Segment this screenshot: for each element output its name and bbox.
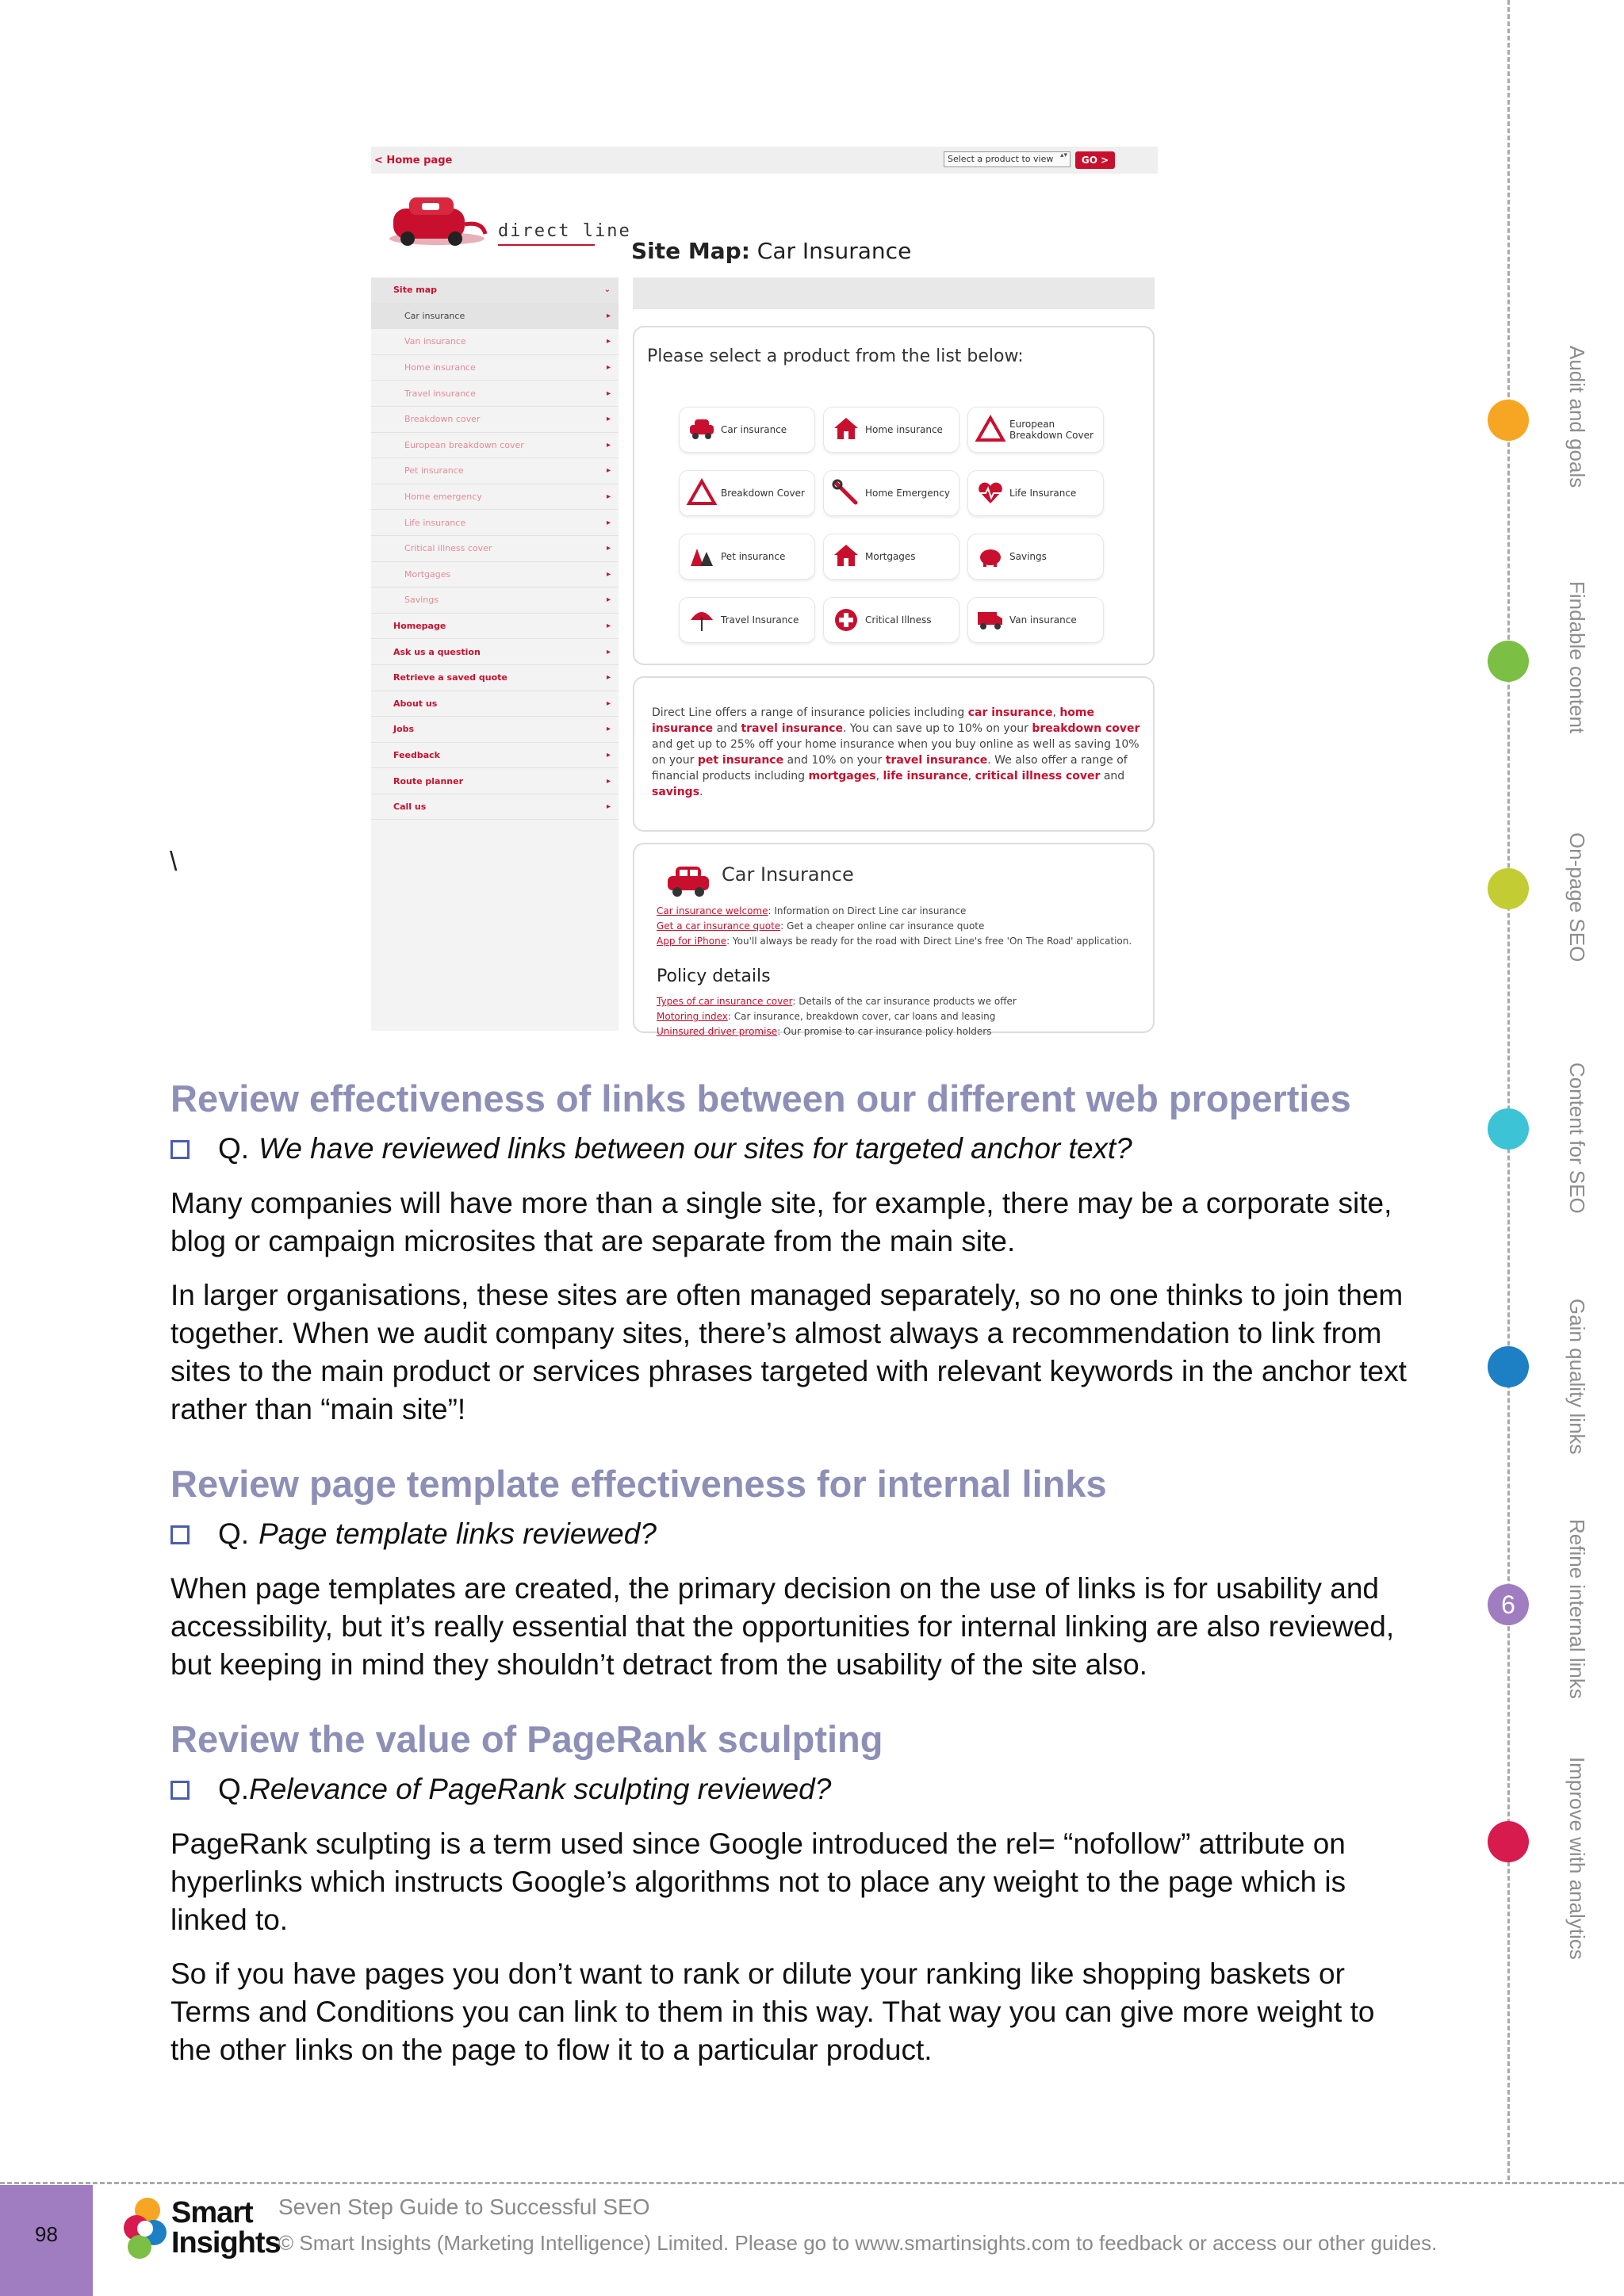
chevron-right-icon: ▸: [606, 311, 611, 320]
link-description: : Our promise to car insurance policy holders: [777, 1026, 992, 1037]
paragraph: In larger organisations, these sites are often managed separately, so no one thinks to join them together. When we audit company sites, there’s almost always a recommendation to link from sites to the main product or services phrases targeted with relevant keywords in the anchor text rather than “main site”!: [170, 1279, 1407, 1425]
step-label-4[interactable]: Content for SEO: [1565, 1062, 1589, 1214]
step-marker-1[interactable]: [1488, 400, 1529, 441]
product-select[interactable]: Select a product to view ▴▾: [944, 151, 1071, 167]
blurb-text: . We also offer a range of financial products including: [652, 754, 1128, 783]
link-line: [657, 995, 1148, 1008]
stray-backslash: \: [170, 847, 178, 877]
question-text: Relevance of PageRank sculpting reviewed?: [249, 1773, 832, 1805]
product-button[interactable]: [823, 597, 959, 643]
content-header-bar: [633, 277, 1155, 309]
blurb-link[interactable]: car insurance: [967, 706, 1053, 719]
nav-item-label: About us: [393, 698, 438, 709]
checklist-question-anchor-text: [170, 1132, 1132, 1165]
chevron-right-icon: ▸: [606, 698, 611, 708]
piggy-bank-icon: [976, 542, 1005, 572]
product-button[interactable]: [967, 407, 1104, 453]
nav-item-label: Call us: [393, 802, 427, 813]
product-button[interactable]: [823, 534, 959, 580]
step-marker-2[interactable]: [1488, 641, 1529, 682]
product-button-label: European Breakdown Cover: [1009, 419, 1094, 441]
site-map-nav-item[interactable]: [371, 381, 619, 407]
chevron-right-icon: ▸: [606, 595, 611, 605]
site-map-nav-item[interactable]: [371, 304, 619, 330]
nav-item-label: Savings: [404, 595, 439, 606]
blurb-link[interactable]: travel insurance: [741, 722, 843, 735]
nav-item-label: Travel insurance: [404, 388, 476, 399]
nav-item-label: Breakdown cover: [404, 414, 481, 425]
paragraph: Many companies will have more than a single site, for example, there may be a corporate site, blog or campaign microsites that are separate from the main site.: [170, 1187, 1392, 1257]
link-description: : Car insurance, breakdown cover, car loans and leasing: [727, 1011, 996, 1022]
site-map-nav-item[interactable]: [371, 433, 619, 459]
car-insurance-panel: [633, 843, 1155, 1037]
link-description: : Information on Direct Line car insurance: [768, 905, 967, 916]
product-button-label: Pet insurance: [721, 551, 786, 562]
link-description: : You'll always be ready for the road with Direct Line's free 'On The Road' application.: [726, 936, 1132, 947]
chevron-right-icon: ▸: [606, 544, 611, 553]
house-icon: [832, 542, 860, 572]
link-line: [657, 935, 1148, 948]
product-button-label: Home Emergency: [865, 488, 950, 499]
blurb-link[interactable]: mortgages: [808, 770, 876, 783]
checklist-question-pagerank: [170, 1773, 831, 1806]
checkbox-icon[interactable]: [170, 1140, 190, 1159]
blurb-text: Direct Line offers a range of insurance policies including: [652, 706, 968, 719]
site-map-nav-item[interactable]: [371, 614, 619, 640]
nav-item-label: Homepage: [393, 621, 446, 632]
brand-name-line1: Smart: [171, 2196, 253, 2229]
guide-title: Seven Step Guide to Successful SEO: [278, 2195, 650, 2219]
chevron-right-icon: ▸: [606, 492, 611, 502]
site-map-nav-item[interactable]: [371, 562, 619, 588]
product-button-label: Car insurance: [721, 424, 787, 435]
product-button-label: Breakdown Cover: [721, 488, 805, 499]
product-button[interactable]: [823, 407, 959, 453]
policy-details-heading: Policy details: [657, 966, 771, 986]
step-marker-4[interactable]: [1488, 1108, 1529, 1150]
product-list-panel: [633, 326, 1155, 665]
step-label-5[interactable]: Gain quality links: [1565, 1299, 1589, 1455]
site-map-nav-item[interactable]: [371, 329, 619, 355]
chevron-right-icon: ▸: [606, 776, 611, 786]
go-button[interactable]: GO >: [1075, 151, 1115, 169]
nav-item-label: Retrieve a saved quote: [393, 672, 508, 683]
blurb-link[interactable]: travel insurance: [885, 754, 988, 767]
smart-insights-logo-icon: [121, 2193, 170, 2264]
product-button[interactable]: [679, 534, 815, 580]
nav-item-label: Feedback: [393, 749, 440, 760]
car-insurance-heading: Car Insurance: [722, 863, 854, 886]
nav-item-label: Car insurance: [404, 310, 465, 321]
nav-item-label: Van insurance: [404, 336, 466, 347]
question-label: Q.: [218, 1773, 250, 1805]
step-label-1[interactable]: Audit and goals: [1565, 346, 1589, 488]
site-map-nav: [371, 277, 619, 1031]
umbrella-icon: [688, 606, 716, 635]
paragraph: So if you have pages you don’t want to rank or dilute your ranking like shopping baskets or Terms and Conditions you can link to them in this way. That way you can give more weight to the other links on the page to flow it to a particular product.: [170, 1957, 1375, 2066]
step-marker-5[interactable]: [1488, 1346, 1529, 1387]
site-map-nav-item[interactable]: [371, 484, 619, 511]
chevron-right-icon: ▸: [606, 750, 611, 760]
site-map-nav-item[interactable]: [371, 768, 619, 794]
footer-divider: [0, 2182, 1624, 2184]
chevron-right-icon: ▸: [606, 802, 611, 812]
product-button[interactable]: [967, 534, 1104, 580]
copyright-notice: © Smart Insights (Marketing Intelligence) Limited. Please go to www.smartinsights.com to feedback or access our other guides.: [278, 2231, 1438, 2255]
step-marker-7[interactable]: [1488, 1821, 1529, 1862]
text-link[interactable]: Car insurance welcome: [657, 905, 768, 916]
chevron-right-icon: ▸: [606, 466, 611, 476]
text-link[interactable]: App for iPhone: [657, 936, 727, 947]
site-map-nav-item[interactable]: [371, 717, 619, 743]
direct-line-site-map-screenshot: [371, 147, 1158, 1037]
text-link[interactable]: Types of car insurance cover: [657, 996, 793, 1007]
page-number: 98: [0, 2185, 93, 2296]
nav-item-label: Critical illness cover: [404, 543, 492, 554]
blurb-link[interactable]: breakdown cover: [1032, 722, 1140, 735]
brand-name-line2: Insights: [171, 2226, 281, 2260]
step-label-7[interactable]: Improve with analytics: [1565, 1757, 1589, 1960]
blurb-text: and: [713, 722, 741, 735]
site-map-title: [631, 238, 911, 264]
product-button[interactable]: [967, 597, 1104, 643]
blurb-link[interactable]: life insurance: [883, 770, 968, 783]
blurb-text: . You can save up to 10% on your: [842, 722, 1032, 735]
chevron-right-icon: ▸: [606, 363, 611, 373]
nav-item-label: Route planner: [393, 775, 464, 786]
text-link[interactable]: Get a car insurance quote: [657, 920, 781, 932]
van-icon: [976, 606, 1005, 635]
blurb-link[interactable]: savings: [652, 786, 700, 798]
product-button-label: Mortgages: [865, 551, 916, 562]
checkbox-icon[interactable]: [170, 1525, 190, 1544]
link-line: [657, 1010, 1148, 1024]
section-heading-page-templates: Review page template effectiveness for internal links: [170, 1463, 1107, 1505]
paragraph: PageRank sculpting is a term used since Google introduced the rel= “nofollow” attribute on hyperlinks which instructs Google’s algorithms not to place any weight to the page which is linked to.: [170, 1827, 1346, 1936]
product-button-label: Travel Insurance: [721, 614, 799, 626]
text-link[interactable]: Uninsured driver promise: [657, 1026, 778, 1037]
product-button-label: Life Insurance: [1009, 488, 1077, 499]
wrench-icon: [832, 479, 860, 508]
link-line: [657, 1025, 1148, 1039]
product-list-prompt: Please select a product from the list below:: [647, 346, 1024, 366]
site-map-nav-item[interactable]: [371, 277, 619, 304]
car-icon: [665, 862, 712, 898]
chevron-right-icon: ▸: [606, 647, 611, 656]
site-map-nav-item[interactable]: [371, 458, 619, 484]
home-page-link[interactable]: < Home page: [374, 155, 453, 166]
intro-panel: [633, 676, 1155, 832]
nav-item-label: Home emergency: [404, 492, 482, 503]
chevron-right-icon: ▸: [606, 518, 611, 527]
section-heading-web-properties: Review effectiveness of links between our different web properties: [170, 1077, 1351, 1119]
blurb-text: ,: [1052, 706, 1060, 719]
chevron-right-icon: ⌄: [603, 285, 611, 295]
site-map-nav-item[interactable]: [371, 639, 619, 665]
checklist-question-page-templates: [170, 1517, 657, 1551]
nav-item-label: Home insurance: [404, 362, 476, 373]
blurb-text: and get up to 25% off your home insurance when you buy online as well as saving 10% on your: [652, 738, 1139, 767]
chevron-right-icon: ▸: [606, 388, 611, 398]
blurb-text: and 10% on your: [783, 754, 886, 767]
link-line: [657, 905, 1148, 918]
warning-triangle-icon: [976, 415, 1005, 445]
chevron-right-icon: ▸: [606, 337, 611, 346]
checkbox-icon[interactable]: [170, 1781, 190, 1800]
house-icon: [832, 415, 860, 445]
step-label-2[interactable]: Findable content: [1565, 581, 1589, 734]
nav-item-label: Ask us a question: [393, 646, 481, 657]
chevron-right-icon: ▸: [606, 415, 611, 424]
site-map-nav-item[interactable]: [371, 794, 619, 821]
question-label: Q.: [218, 1517, 250, 1550]
site-map-nav-item[interactable]: [371, 665, 619, 691]
nav-item-label: Life insurance: [404, 517, 466, 528]
warning-triangle-icon: [688, 479, 716, 508]
step-label-3[interactable]: On-page SEO: [1565, 832, 1589, 962]
direct-line-phone-logo-icon: [385, 193, 488, 248]
product-button[interactable]: [679, 597, 815, 643]
blurb-link[interactable]: pet insurance: [697, 754, 784, 767]
product-button-label: Home insurance: [865, 424, 943, 435]
site-map-title-bold: Site Map:: [631, 238, 750, 264]
link-description: : Get a cheaper online car insurance quote: [780, 920, 985, 932]
chevron-right-icon: ▸: [606, 440, 611, 450]
paragraph: When page templates are created, the primary decision on the use of links is for usability and accessibility, but it’s really essential that the opportunities for internal linking are also reviewed, but keeping in mind they shouldn’t detract from the usability of the site also.: [170, 1572, 1395, 1681]
product-button[interactable]: [679, 407, 815, 453]
nav-item-label: European breakdown cover: [404, 439, 524, 450]
intro-text: [652, 705, 1143, 800]
heart-icon: [976, 479, 1005, 508]
product-button-label: Savings: [1009, 551, 1047, 562]
chevron-right-icon: ▸: [606, 622, 611, 631]
site-map-nav-item[interactable]: [371, 587, 619, 614]
blurb-text: .: [699, 786, 703, 798]
nav-item-label: Jobs: [393, 724, 415, 735]
chevron-right-icon: ▸: [606, 673, 611, 683]
question-text: Page template links reviewed?: [259, 1517, 657, 1550]
product-button[interactable]: [823, 470, 959, 516]
product-button-label: Van insurance: [1009, 614, 1077, 626]
step-marker-6[interactable]: 6: [1488, 1584, 1529, 1625]
question-label: Q.: [218, 1132, 250, 1165]
car-icon: [688, 415, 716, 445]
site-map-nav-item[interactable]: [371, 407, 619, 433]
nav-item-label: Mortgages: [404, 568, 451, 580]
nav-item-label: Site map: [393, 285, 437, 296]
site-map-nav-item[interactable]: [371, 510, 619, 536]
step-label-6[interactable]: Refine internal links: [1565, 1519, 1589, 1699]
section-heading-pagerank-sculpting: Review the value of PageRank sculpting: [170, 1718, 883, 1760]
smart-insights-logo: [121, 2190, 281, 2266]
text-link[interactable]: Motoring index: [657, 1011, 728, 1022]
blurb-text: ,: [967, 770, 975, 783]
logo-underline: [498, 244, 595, 246]
product-grid: [679, 407, 1104, 643]
site-map-title-rest: Car Insurance: [756, 238, 912, 264]
product-button[interactable]: [679, 470, 815, 516]
link-line: [657, 920, 1148, 933]
site-map-nav-item[interactable]: [371, 536, 619, 562]
blurb-link[interactable]: critical illness cover: [975, 770, 1101, 783]
product-button-label: Critical Illness: [865, 614, 932, 626]
chevron-right-icon: ▸: [606, 569, 611, 579]
link-description: : Details of the car insurance products we offer: [792, 996, 1017, 1007]
blurb-text: and: [1100, 770, 1125, 783]
question-text: We have reviewed links between our sites for targeted anchor text?: [259, 1132, 1132, 1165]
product-button[interactable]: [967, 470, 1104, 516]
chevron-right-icon: ▸: [606, 725, 611, 734]
blurb-link[interactable]: home insurance: [652, 706, 1095, 735]
site-map-nav-item[interactable]: [371, 743, 619, 769]
step-marker-3[interactable]: [1488, 868, 1529, 909]
direct-line-logo-text: direct line: [498, 221, 631, 241]
pet-icon: [688, 542, 716, 572]
nav-item-label: Pet insurance: [404, 465, 464, 476]
blurb-text: ,: [875, 770, 883, 783]
first-aid-icon: [832, 606, 860, 635]
site-map-nav-item[interactable]: [371, 355, 619, 381]
site-map-nav-item[interactable]: [371, 691, 619, 718]
